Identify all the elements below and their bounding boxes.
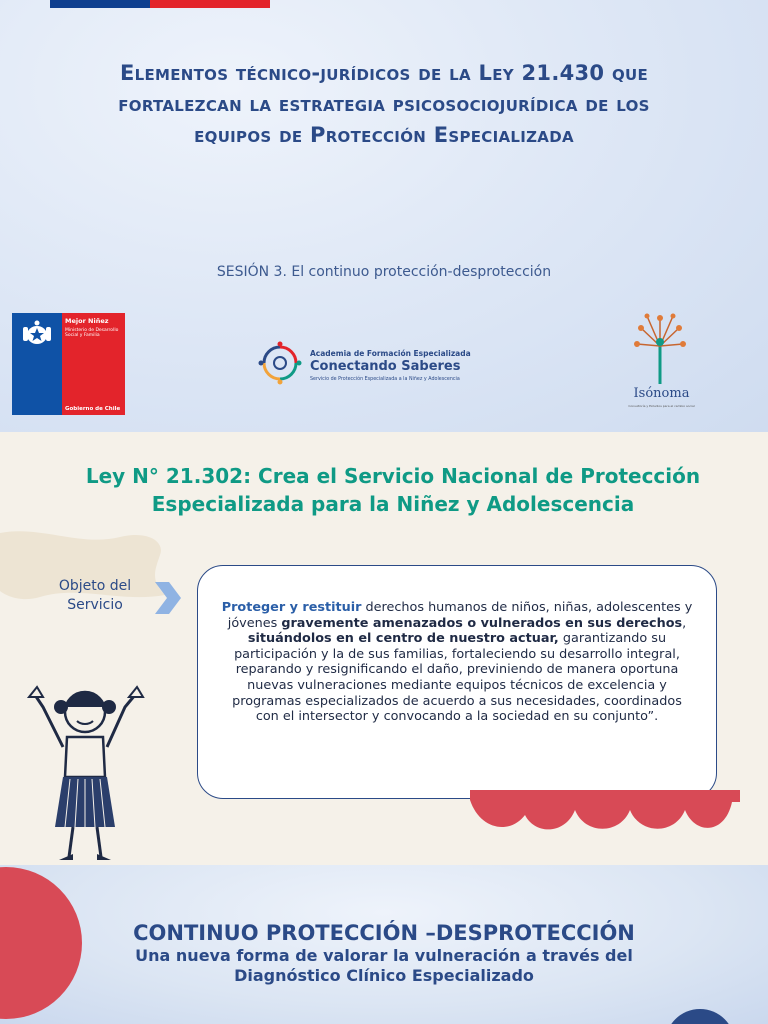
objeto-text-box (197, 565, 717, 799)
academia-line2: Conectando Saberes (310, 359, 461, 374)
isonoma-name: Isónoma (633, 386, 690, 401)
objeto-label: Objeto del Servicio (58, 578, 132, 613)
gob-logo-ministry: Ministerio de Desarrollo Social y Familia (65, 328, 119, 338)
cover-title: Elementos técnico-jurídicos de la Ley 21.430 que fortalezcan la estrategia psicosociojurídica de los equipos de Protección Especializada (118, 61, 650, 147)
objeto-text-highlight: Proteger y restituir (221, 600, 362, 615)
academia-line1: Academia de Formación Especializada (310, 349, 471, 358)
objeto-text-part: garantizando su participación y la de sus familias, fortaleciendo su desarrollo integral, reparando y resignificando el daño, previniendo de manera oportuna nuevas vulneraciones mediante equipos técnicos de excelencia y programas especializados de acuerdo a sus necesidades, coordinados con el intersector y convocando a la sociedad en su conjunto”. (232, 631, 682, 725)
chevron-right-icon (155, 582, 181, 614)
flag-bar (50, 0, 270, 8)
isonoma-logo (624, 310, 699, 412)
objeto-text-bold: gravemente amenazados o vulnerados en sus derechos (281, 615, 683, 631)
flag-bar-blue (50, 0, 150, 8)
girl-illustration-icon (25, 657, 150, 865)
academia-circle-icon (258, 341, 302, 387)
ley-title: Ley N° 21.302: Crea el Servicio Nacional de Protección Especializada para la Niñez y Adolescencia (85, 464, 701, 516)
chile-emblem-icon (19, 319, 55, 349)
blue-circle-decoration (665, 1009, 735, 1024)
objeto-text-part: , (682, 615, 687, 631)
slide-continuo (0, 865, 768, 1024)
continuo-title: CONTINUO PROTECCIÓN –DESPROTECCIÓN (133, 921, 635, 945)
objeto-text-part: derechos humanos de niños, niñas, adolescentes y jóvenes (227, 600, 693, 631)
objeto-text-bold: situándolos en el centro de nuestro actuar, (247, 631, 559, 647)
academia-line3: Servicio de Protección Especializada a la Niñez y Adolescencia (310, 377, 460, 382)
flag-bar-red (150, 0, 270, 8)
gobierno-chile-logo (12, 313, 125, 415)
slide-cover (0, 0, 768, 432)
gob-logo-brand: Mejor Niñez (65, 317, 109, 325)
gob-logo-gov: Gobierno de Chile (65, 406, 121, 412)
isonoma-tagline: Consultoría y Estudios para el cambio social (628, 404, 695, 408)
slide-ley (0, 432, 768, 865)
academia-logo (258, 341, 473, 389)
red-wave-shapes (470, 780, 740, 840)
isonoma-tree-icon (629, 310, 691, 384)
cover-subtitle: SESIÓN 3. El continuo protección-desprotección (216, 264, 552, 280)
continuo-subtitle: Una nueva forma de valorar la vulneración a través del Diagnóstico Clínico Especializado (135, 946, 633, 985)
